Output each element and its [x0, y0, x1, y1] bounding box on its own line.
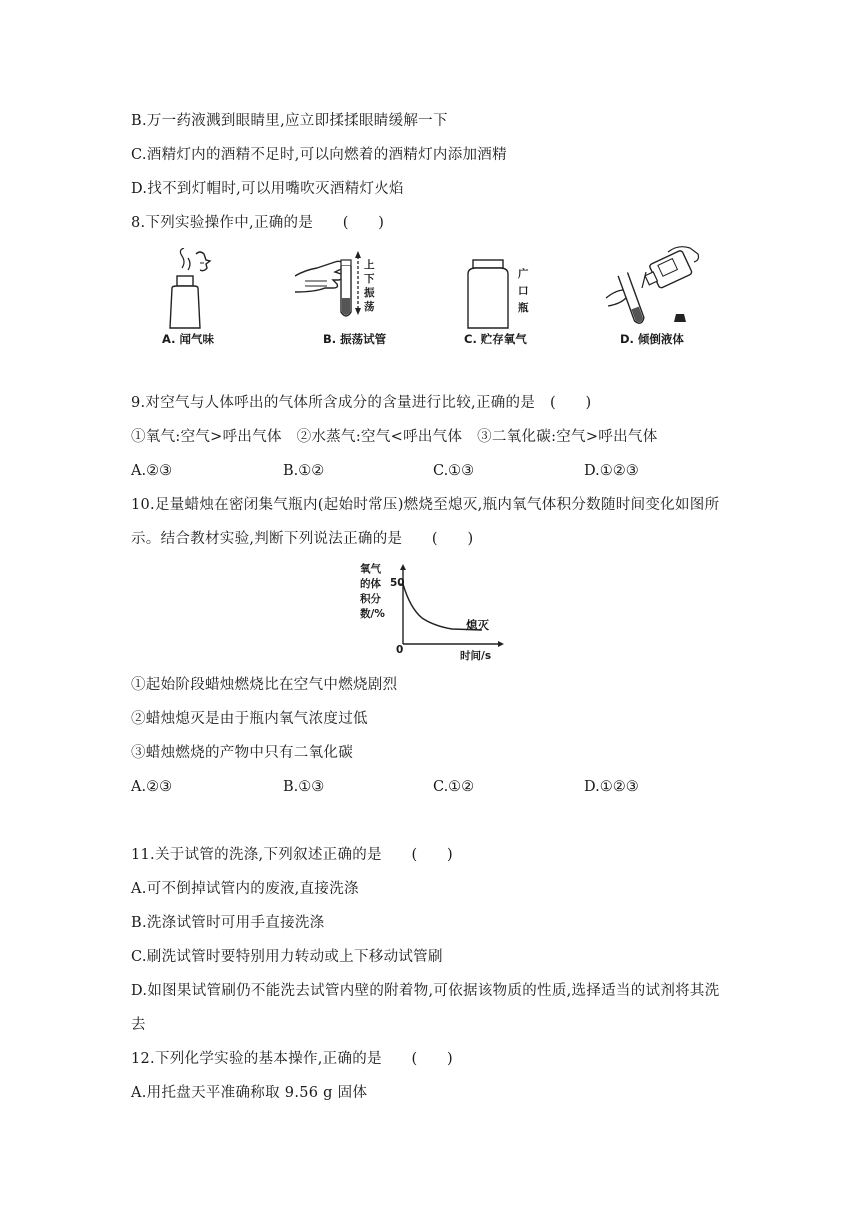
fig-b-label-4: 荡 [364, 301, 375, 313]
smell-gas-figure [160, 248, 240, 348]
wide-mouth-bottle-icon [462, 258, 522, 330]
q10-option-d: D.①②③ [584, 779, 639, 795]
q10-stem-line1: 10.足量蜡烛在密闭集气瓶内(起始时常压)燃烧至熄灭,瓶内氧气体积分数随时间变化如图所 [131, 497, 720, 513]
gas-bottle-icon [160, 248, 240, 330]
q9-option-d: D.①②③ [584, 463, 639, 479]
fig-b-caption: B. 振荡试管 [323, 332, 387, 346]
q11-stem: 11.关于试管的洗涤,下列叙述正确的是 ( ) [131, 847, 453, 863]
q11-option-a: A.可不倒掉试管内的废液,直接洗涤 [131, 881, 359, 897]
shake-tube-figure [295, 248, 405, 348]
q11-option-d-line2: 去 [131, 1017, 146, 1033]
pouring-bottle-icon [602, 242, 702, 330]
fig-b-label-2: 下 [364, 273, 375, 285]
fig-c-label-2: 口 [518, 285, 529, 297]
oxygen-fraction-graph [360, 562, 510, 666]
q8-stem: 8.下列实验操作中,正确的是 ( ) [131, 215, 385, 231]
q7-option-d: D.找不到灯帽时,可以用嘴吹灭酒精灯火焰 [131, 181, 404, 197]
graph-ylabel-2: 的体 [360, 578, 381, 590]
q12-stem: 12.下列化学实验的基本操作,正确的是 ( ) [131, 1051, 453, 1067]
q10-statement-2: ②蜡烛熄灭是由于瓶内氧气浓度过低 [131, 711, 368, 727]
q11-option-d-line1: D.如图果试管刷仍不能洗去试管内壁的附着物,可依据该物质的性质,选择适当的试剂将其洗 [131, 983, 720, 999]
q9-statements: ①氧气:空气>呼出气体 ②水蒸气:空气<呼出气体 ③二氧化碳:空气>呼出气体 [131, 429, 658, 445]
graph-y-tick-50: 50 [390, 577, 405, 589]
q7-option-b: B.万一药液溅到眼睛里,应立即揉揉眼睛缓解一下 [131, 113, 448, 129]
q9-stem: 9.对空气与人体呼出的气体所含成分的含量进行比较,正确的是 ( ) [131, 395, 592, 411]
q11-option-b: B.洗涤试管时可用手直接洗涤 [131, 915, 325, 931]
graph-ylabel-1: 氧气 [360, 563, 381, 575]
graph-origin-label: 0 [396, 644, 404, 656]
graph-ylabel-3: 积分 [360, 593, 381, 605]
graph-extinguish-label: 熄灭 [466, 618, 489, 632]
q12-option-a: A.用托盘天平准确称取 9.56 g 固体 [131, 1085, 368, 1101]
graph-ylabel-4: 数/% [360, 608, 385, 620]
q7-option-c: C.酒精灯内的酒精不足时,可以向燃着的酒精灯内添加酒精 [131, 147, 507, 163]
fig-c-caption: C. 贮存氧气 [464, 332, 527, 346]
q10-option-b: B.①③ [283, 779, 325, 795]
fig-c-label-1: 广 [518, 268, 529, 280]
store-oxygen-figure [462, 258, 542, 348]
q9-option-a: A.②③ [131, 463, 173, 479]
pour-liquid-figure [602, 242, 702, 348]
q10-statement-3: ③蜡烛燃烧的产物中只有二氧化碳 [131, 745, 353, 761]
q9-option-b: B.①② [283, 463, 325, 479]
q9-option-c: C.①③ [433, 463, 475, 479]
q11-option-c: C.刷洗试管时要特别用力转动或上下移动试管刷 [131, 949, 443, 965]
fig-d-caption: D. 倾倒液体 [620, 332, 684, 346]
q10-option-c: C.①② [433, 779, 475, 795]
fig-b-label-3: 振 [364, 287, 375, 299]
q10-option-a: A.②③ [131, 779, 173, 795]
test-tube-hand-icon [295, 248, 405, 330]
fig-c-label-3: 瓶 [518, 302, 529, 314]
q10-stem-line2: 示。结合教材实验,判断下列说法正确的是 ( ) [131, 531, 474, 547]
fig-a-caption: A. 闻气味 [162, 332, 214, 346]
graph-xlabel: 时间/s [460, 650, 492, 662]
fig-b-label-1: 上 [364, 259, 375, 271]
q10-statement-1: ①起始阶段蜡烛燃烧比在空气中燃烧剧烈 [131, 677, 398, 693]
